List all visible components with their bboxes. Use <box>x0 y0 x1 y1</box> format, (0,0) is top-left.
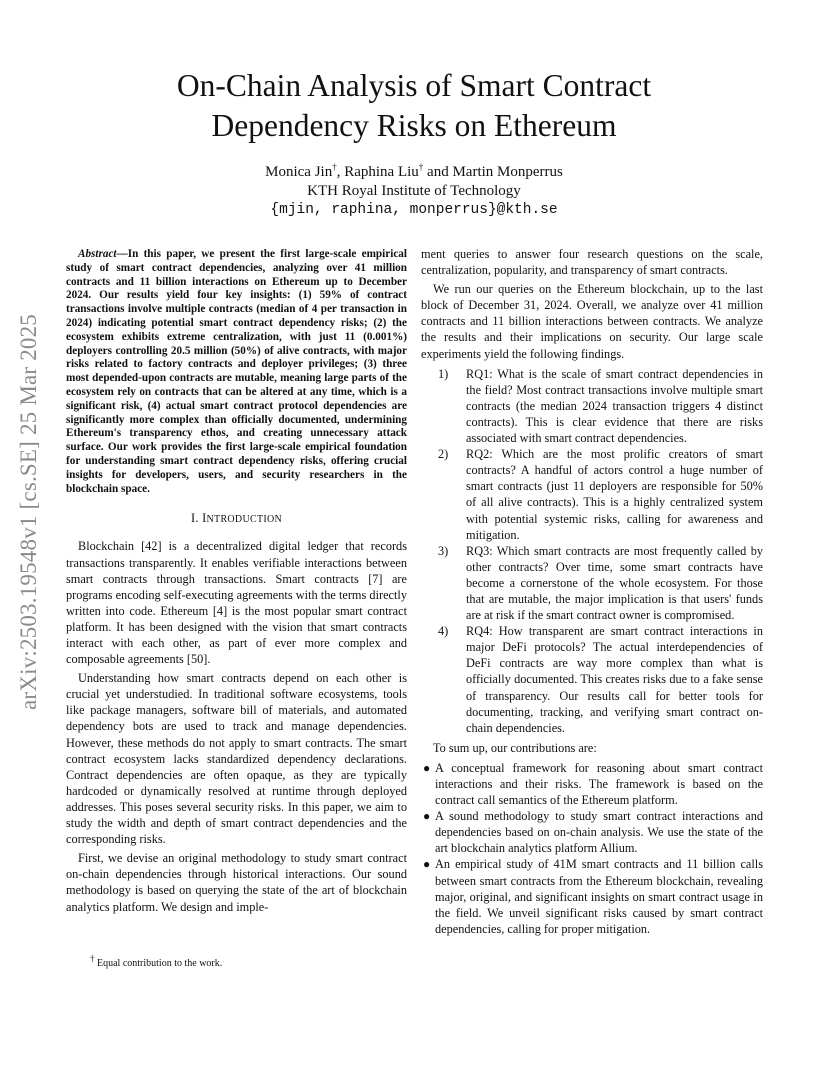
footnote-text: Equal contribution to the work. <box>94 958 223 969</box>
contribution-list <box>421 760 763 937</box>
abstract-text: —In this paper, we present the first large-scale empirical study of smart contract dependencies, analyzing over 41 million contracts and 11 billion interactions on Ethereum up to December 2024. Our results yield four key insights: (1) 59% of contract transactions involve multiple contracts (median of 4 per transaction in 2024) indicating potential smart contract dependency risks; (2) the ecosystem exhibits extreme centralization, with just 11 (0.001%) deployers controlling 20.5 million (50%) of alive contracts, with major risks related to factory contracts and deployer privileges; (3) three most depended-upon contracts are mutable, meaning large parts of the ecosystem rely on contracts that can be altered at any time, which is a significant risk, (4) actual smart contract protocol dependencies are significantly more complex than officially documented, undermining Ethereum's transparency ethos, and creating unnecessary attack surface. Our work provides the first large-scale empirical foundation for understanding smart contract dependency risks, offering crucial insights for developers, users, and security researchers in the blockchain space. <box>66 248 407 495</box>
bullet-icon: ● <box>423 857 431 872</box>
title-line-1: On-Chain Analysis of Smart Contract <box>176 68 652 103</box>
section-first-letter: I <box>202 511 207 526</box>
list-number: 4) <box>438 624 449 639</box>
left-column <box>66 248 407 918</box>
list-text: RQ4: How transparent are smart contract interactions in major DeFi protocols? The actual interdependencies of DeFi contracts are way more complex than what is officially documented. This creates risks due to a fake sense of transparency. Our results call for better tools for documenting, tracking, and verifying smart contract on-chain dependencies. <box>466 624 763 735</box>
section-heading-introduction <box>66 510 407 528</box>
author-emails: {mjin, raphina, monperrus}@kth.se <box>270 202 558 218</box>
abstract <box>66 248 407 496</box>
list-item <box>421 623 763 736</box>
list-item <box>421 760 763 808</box>
list-text: An empirical study of 41M smart contracts and 11 billion calls between smart contracts from the Ethereum blockchain, revealing major, original, and significant insights on smart contract usage in the field. We unveil significant risks caused by smart contract dependencies, calling for proper mitigation. <box>435 857 763 936</box>
list-item <box>421 808 763 856</box>
abstract-label: Abstract <box>78 248 117 260</box>
paper-title <box>0 66 828 146</box>
title-line-2: Dependency Risks on Ethereum <box>211 108 617 143</box>
list-item <box>421 446 763 543</box>
equal-contribution-mark-1: † <box>332 162 337 172</box>
author-2: , Raphina Liu <box>336 164 419 180</box>
list-number: 1) <box>438 366 449 381</box>
intro-paragraph-4: We run our queries on the Ethereum blockchain, up to the last block of December 31, 2024. Overall, we analyze over 41 million contracts and 11 billion interactions between contracts. We analyze the results and their implications on security. Our large scale experiments yield the following findings. <box>421 282 763 361</box>
list-text: A sound methodology to study smart contract interactions and dependencies based on on-chain analysis. We use the state of the art blockchain analytics platform Allium. <box>435 809 763 856</box>
footnote <box>90 953 223 970</box>
list-item <box>421 543 763 623</box>
arxiv-identifier: arXiv:2503.19548v1 [cs.SE] 25 Mar 2025 <box>16 314 41 710</box>
bullet-icon: ● <box>423 760 431 775</box>
author-names <box>0 163 828 182</box>
author-3: and Martin Monperrus <box>423 164 563 180</box>
list-text: A conceptual framework for reasoning about smart contract interactions and their risks. The framework is based on the contract call semantics of the Ethereum platform. <box>435 760 763 808</box>
list-text: RQ3: Which smart contracts are most frequently called by other contracts? Over time, some smart contracts have become a cornerstone of the whole ecosystem. For those that are mutable, the major implication is that users' funds are at risk if the smart contract owner is compromised. <box>466 543 763 623</box>
list-text: RQ2: Which are the most prolific creators of smart contracts? A handful of actors control a huge number of smart contracts (just 11 deployers are responsible for 50% of all alive contracts). This is a highly centralized system with potential systemic risks, calling for awareness and mitigation. <box>466 447 763 542</box>
right-column <box>421 246 763 937</box>
list-number: 2) <box>438 447 449 462</box>
research-question-list <box>421 366 763 736</box>
section-numeral: I. <box>190 511 203 526</box>
list-text: RQ1: What is the scale of smart contract dependencies in the field? Most contract transactions involve multiple smart contracts (the median 2024 transaction triggers 4 distinct contracts). This is clear evidence that there are risks associated with smart contract dependencies. <box>466 366 763 446</box>
equal-contribution-mark-2: † <box>418 162 424 172</box>
intro-paragraph-1: Blockchain [42] is a decentralized digital ledger that records transactions transparently. It enables verifiable interactions between smart contracts through transactions. Smart contracts [7] are programs encoding self-executing agreements with the terms directly written into code. Ethereum [4] is the most popular smart contract platform. It has been designed with the vision that smart contracts interact with each other, as part of ever more complex and composable agreements [50]. <box>66 539 407 667</box>
list-number: 3) <box>438 543 449 558</box>
footnote-mark: † <box>90 953 95 964</box>
contributions-intro: To sum up, our contributions are: <box>433 740 597 755</box>
affiliation: KTH Royal Institute of Technology <box>307 183 521 199</box>
author-block <box>0 163 828 220</box>
intro-paragraph-2: Understanding how smart contracts depend on each other is crucial yet understudied. In traditional software ecosystems, tools like package managers, software bill of materials, and automated dependency bots are used to track and manage dependencies. However, these methods do not apply to smart contracts. The smart contract ecosystem lacks standardized dependency declarations. Contract dependencies are often opaque, as they are typically hardcoded or dynamically resolved at runtime through deployed addresses. This poses several security risks. In this paper, we aim to study the width and depth of smart contract dependencies and the corresponding risks. <box>66 671 407 847</box>
author-1: Monica Jin <box>265 164 333 180</box>
list-item <box>421 366 763 446</box>
section-rest: NTRODUCTION <box>206 514 283 526</box>
bullet-icon: ● <box>423 809 431 824</box>
intro-paragraph-3: First, we devise an original methodology to study smart contract on-chain dependencies through historical interactions. Our sound methodology is based on querying the state of the art of blockchain analytics platform. We design and imple- <box>66 851 407 914</box>
intro-paragraph-3-continued: ment queries to answer four research questions on the scale, centralization, popularity, and transparency of smart contracts. <box>421 247 763 278</box>
list-item <box>421 856 763 936</box>
